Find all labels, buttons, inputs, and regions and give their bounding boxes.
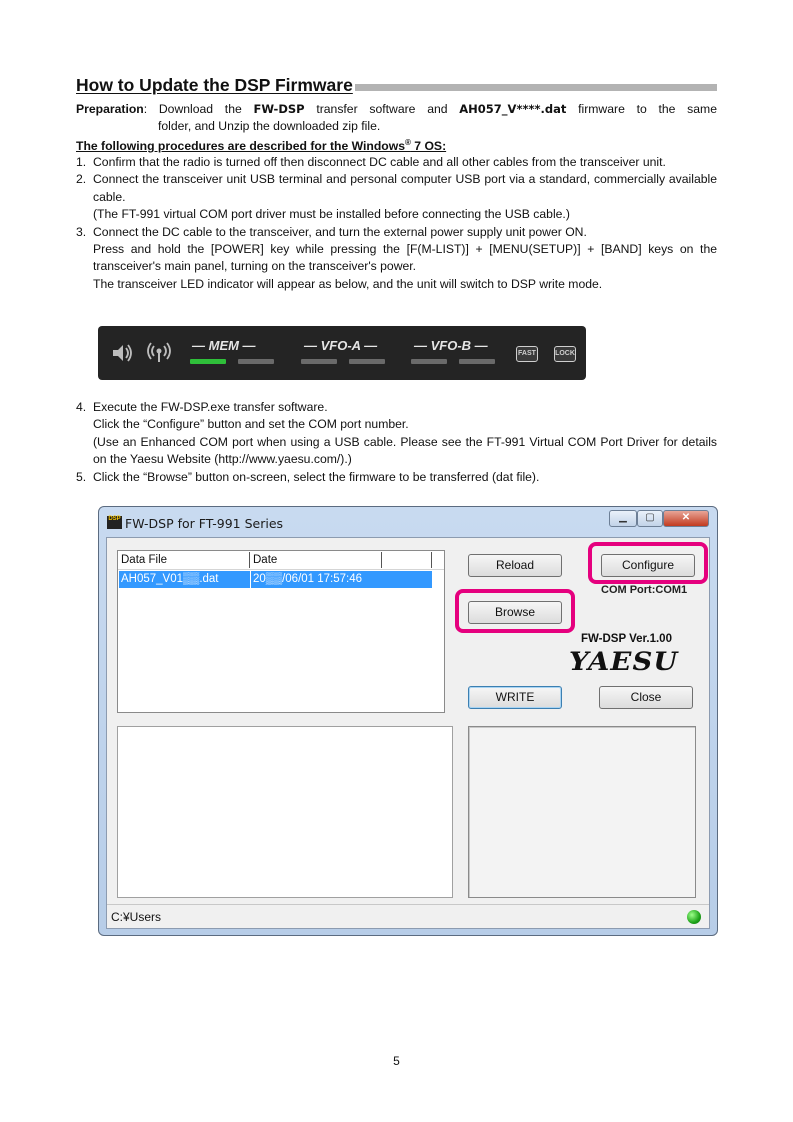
yaesu-logo: YAESU bbox=[569, 647, 679, 676]
led-lock-indicator: LOCK bbox=[554, 346, 576, 362]
reload-button[interactable]: Reload bbox=[468, 554, 562, 577]
prep-firmware-name: AH057_V****.dat bbox=[459, 102, 567, 116]
step-line: Confirm that the radio is turned off then disconnect DC cable and all other cables from the transceiver unit. bbox=[93, 155, 666, 169]
write-button[interactable]: WRITE bbox=[468, 686, 562, 709]
step-1 bbox=[76, 154, 717, 171]
led-vfoa-segment bbox=[301, 359, 337, 364]
status-led-icon bbox=[687, 910, 701, 924]
maximize-icon: ▢ bbox=[645, 512, 655, 523]
subhead-text: The following procedures are described for the Windows bbox=[76, 139, 405, 154]
browse-highlight bbox=[455, 589, 575, 633]
minimize-icon: ▁ bbox=[619, 512, 627, 523]
step-line: Press and hold the [POWER] key while pressing the [F(M-LIST)] + [MENU(SETUP)] + [BAND] keys on the transceiver's main panel, turning on the transceiver's power. bbox=[93, 242, 717, 274]
step-line: Connect the transceiver unit USB terminal and personal computer USB port via a standard, commercially available cable. bbox=[93, 172, 717, 204]
column-header-blank[interactable] bbox=[382, 552, 432, 568]
led-mem-segment-lit bbox=[190, 359, 226, 364]
prep-line-2: folder, and Unzip the downloaded zip file. bbox=[158, 119, 381, 133]
fw-dsp-window bbox=[98, 506, 718, 936]
version-label: FW-DSP Ver.1.00 bbox=[581, 633, 672, 645]
led-indicator-panel bbox=[98, 326, 586, 380]
list-item-date: 20▒▒/06/01 17:57:46 bbox=[250, 571, 362, 588]
close-button[interactable]: Close bbox=[599, 686, 693, 709]
browse-button[interactable]: Browse bbox=[468, 601, 562, 624]
file-list-header bbox=[118, 551, 444, 570]
page-number: 5 bbox=[393, 1054, 400, 1068]
procedure-subheading bbox=[76, 134, 446, 155]
prep-text-3: firmware to the same bbox=[566, 102, 717, 116]
preparation-paragraph bbox=[76, 101, 717, 135]
step-line: (The FT-991 virtual COM port driver must be installed before connecting the USB cable.) bbox=[93, 207, 570, 222]
log-panel[interactable] bbox=[117, 726, 453, 898]
wireless-icon bbox=[146, 342, 172, 364]
steps-group-1 bbox=[76, 154, 717, 293]
step-number: 2. bbox=[76, 172, 87, 187]
step-line: The transceiver LED indicator will appear as below, and the unit will switch to DSP write mode. bbox=[93, 276, 603, 291]
step-number: 1. bbox=[76, 155, 87, 169]
file-list[interactable] bbox=[117, 550, 445, 713]
subhead-tail: 7 OS: bbox=[410, 139, 447, 154]
status-bar bbox=[107, 904, 709, 929]
minimize-button[interactable] bbox=[609, 510, 637, 527]
close-icon: ✕ bbox=[681, 512, 691, 523]
led-mem-segment bbox=[238, 359, 274, 364]
section-heading bbox=[76, 75, 717, 95]
list-item[interactable] bbox=[119, 571, 432, 588]
step-line: Execute the FW-DSP.exe transfer software. bbox=[93, 400, 328, 414]
step-line: Click the “Configure” button and set the COM port number. bbox=[93, 417, 409, 432]
column-header-date[interactable]: Date bbox=[250, 552, 382, 568]
step-line: Click the “Browse” button on-screen, select the firmware to be transferred (dat file). bbox=[93, 469, 540, 484]
window-client-area bbox=[106, 537, 710, 929]
speaker-icon bbox=[110, 342, 134, 364]
status-path: C:¥Users bbox=[111, 910, 162, 924]
step-3 bbox=[76, 224, 717, 294]
prep-label: Preparation bbox=[76, 102, 144, 116]
step-number: 5. bbox=[76, 469, 87, 484]
step-5 bbox=[76, 469, 717, 486]
close-window-button[interactable] bbox=[663, 510, 709, 527]
led-vfoa-segment bbox=[349, 359, 385, 364]
heading-text: How to Update the DSP Firmware bbox=[76, 75, 353, 95]
step-line: (Use an Enhanced COM port when using a USB cable. Please see the FT-991 Virtual COM Port Driver for details on the Yaesu Website (http://www.yaesu.com/).) bbox=[93, 434, 717, 467]
window-title: FW-DSP for FT-991 Series bbox=[125, 516, 284, 531]
steps-group-2 bbox=[76, 399, 717, 486]
led-vfoa-label: — VFO-A — bbox=[304, 338, 378, 353]
subhead-sup: ® bbox=[405, 138, 411, 147]
configure-button[interactable]: Configure bbox=[601, 554, 695, 577]
led-vfob-segment bbox=[411, 359, 447, 364]
column-header-data-file[interactable]: Data File bbox=[118, 552, 250, 568]
com-port-label: COM Port:COM1 bbox=[601, 584, 688, 596]
app-logo-icon: DSP bbox=[107, 516, 122, 529]
led-vfob-label: — VFO-B — bbox=[414, 338, 488, 353]
prep-text-2: transfer software and bbox=[304, 102, 460, 116]
step-2 bbox=[76, 171, 717, 223]
step-number: 4. bbox=[76, 400, 87, 414]
led-mem-label: — MEM — bbox=[192, 338, 256, 353]
step-number: 3. bbox=[76, 224, 87, 239]
led-fast-indicator: FAST bbox=[516, 346, 538, 362]
maximize-button[interactable] bbox=[637, 510, 663, 527]
list-item-file: AH057_V01▒▒.dat bbox=[121, 573, 219, 585]
step-line: Connect the DC cable to the transceiver, and turn the external power supply unit power ON. bbox=[93, 224, 587, 239]
led-vfob-segment bbox=[459, 359, 495, 364]
info-panel bbox=[468, 726, 696, 898]
step-4 bbox=[76, 399, 717, 469]
configure-highlight bbox=[588, 542, 708, 584]
prep-software-name: FW-DSP bbox=[253, 102, 305, 116]
prep-text-1: : Download the bbox=[143, 102, 254, 116]
